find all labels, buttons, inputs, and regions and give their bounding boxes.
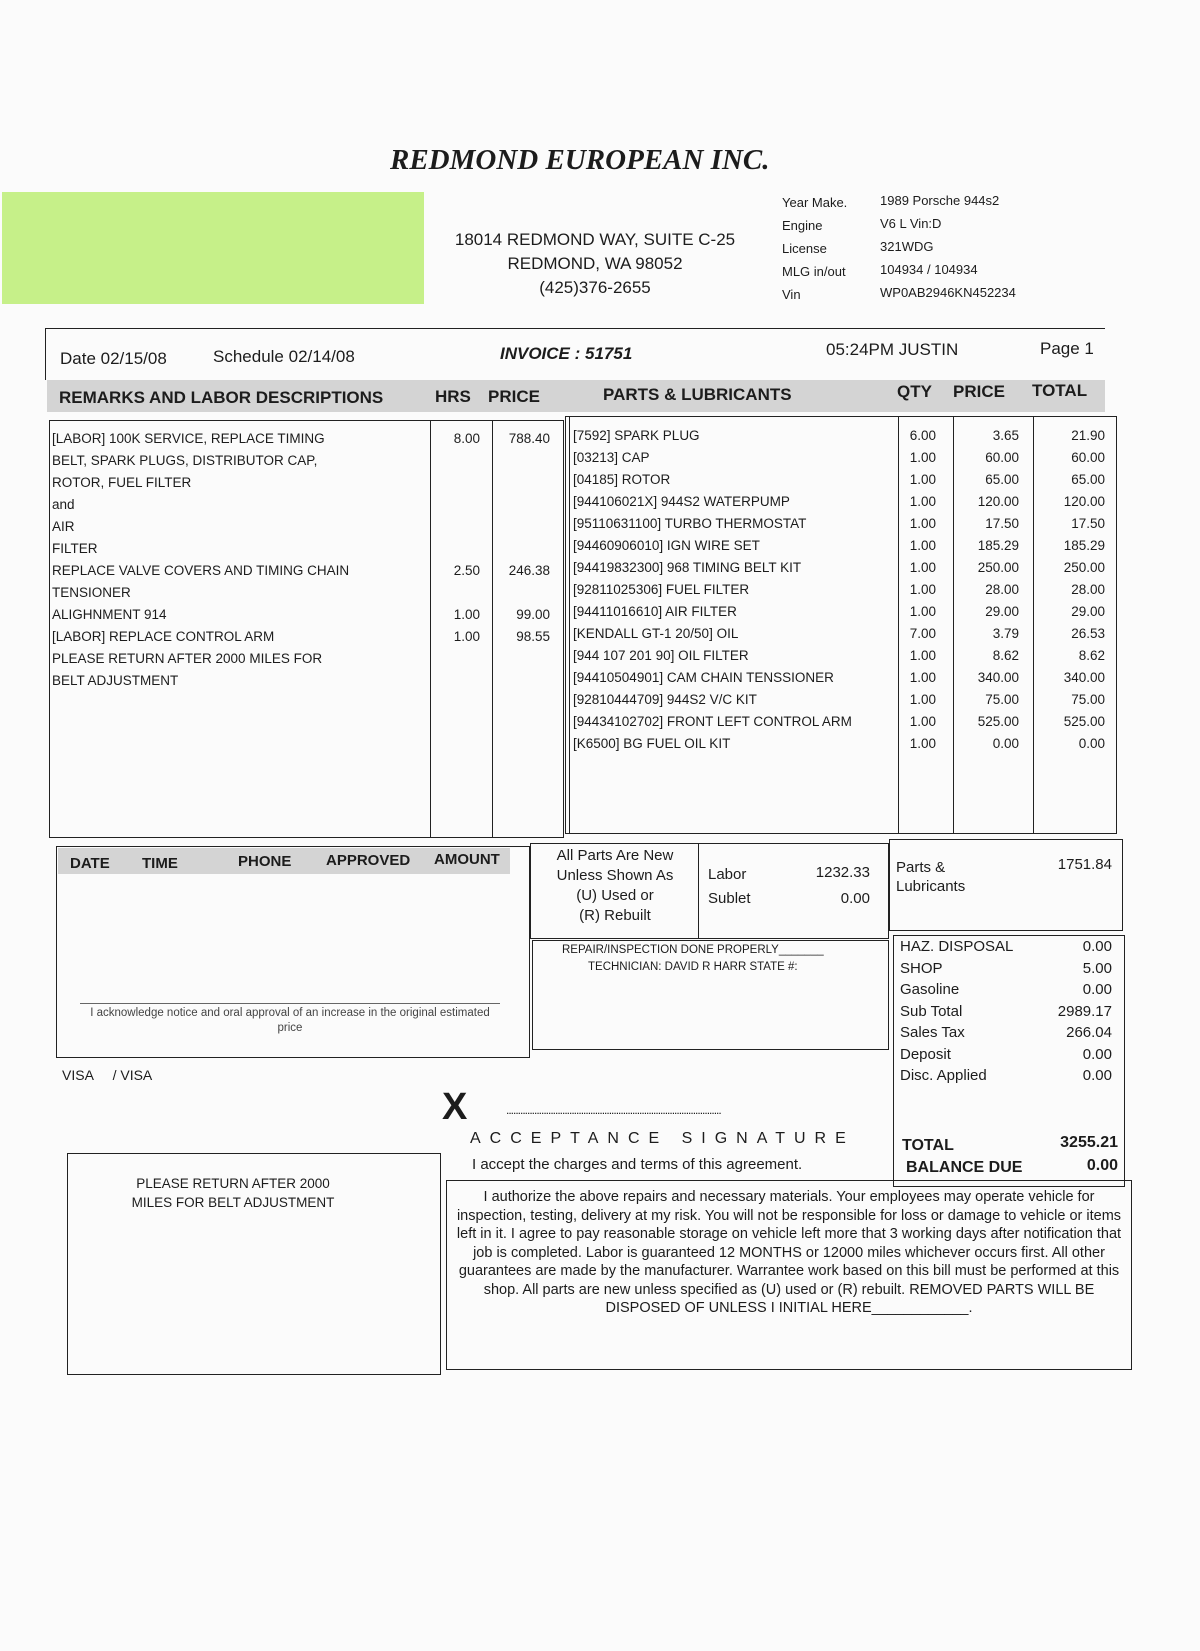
totals-value: 0.00 [1082,938,1112,955]
part-description: [92811025306] FUEL FILTER [573,582,750,597]
parts-note-line: (R) Rebuilt [579,907,651,924]
signature-line[interactable]: ............................................................................................ [506,1103,721,1117]
approval-col: DATE [70,855,110,872]
labor-line: AIR [52,519,75,534]
part-description: [KENDALL GT-1 20/50] OIL [573,626,739,641]
part-qty: 1.00 [909,670,936,685]
part-total: 21.90 [1071,428,1105,443]
divider [1033,416,1034,834]
labor-hrs [432,582,480,604]
part-total: 185.29 [1063,538,1105,553]
parts-note-line: (U) Used or [576,887,654,904]
part-description: [94434102702] FRONT LEFT CONTROL ARM [573,714,852,729]
totals-label: Disc. Applied [900,1067,987,1084]
part-qty: 1.00 [909,516,936,531]
vehicle-value: V6 L Vin:D [880,216,942,231]
part-description: [944106021X] 944S2 WATERPUMP [573,494,790,509]
part-qty: 1.00 [909,450,936,465]
parts-note-line: All Parts Are New [556,847,674,864]
redaction-highlight [2,192,424,304]
part-total: 8.62 [1078,648,1105,663]
approval-col: TIME [142,855,178,872]
divider [898,416,899,834]
totals-value: 0.00 [1082,1067,1112,1084]
col-unit-price: PRICE [953,382,1005,401]
invoice-date: Date 02/15/08 [60,349,167,368]
part-description: [04185] ROTOR [573,472,671,487]
part-qty: 1.00 [909,648,936,663]
part-total: 60.00 [1071,450,1105,465]
labor-hrs [432,538,480,560]
part-total: 250.00 [1063,560,1105,575]
part-total: 26.53 [1071,626,1105,641]
part-price: 185.29 [977,538,1019,553]
part-qty: 7.00 [909,626,936,641]
repair-done: REPAIR/INSPECTION DONE PROPERLY_______ [562,944,824,956]
col-qty: QTY [897,382,932,401]
part-qty: 1.00 [909,560,936,575]
labor-line: [LABOR] 100K SERVICE, REPLACE TIMING [52,431,325,446]
labor-hours [432,428,480,692]
totals-label: Sub Total [900,1002,963,1020]
return-note [118,1174,348,1212]
labor-line: FILTER [52,541,98,556]
time-writer: 05:24PM JUSTIN [826,340,959,359]
col-hrs: HRS [435,387,471,406]
sublet-value: 0.00 [840,890,870,907]
part-total: 525.00 [1063,714,1105,729]
col-price: PRICE [488,387,540,406]
labor-hrs [432,516,480,538]
labor-price [494,450,550,472]
vehicle-label: Vin [782,287,801,302]
address-line: REDMOND, WA 98052 [507,254,683,273]
labor-line: TENSIONER [52,585,131,600]
parts-total-label-line: Lubricants [896,878,966,895]
divider [953,416,954,834]
labor-price: 99.00 [516,607,550,622]
part-price: 525.00 [977,714,1019,729]
repair-box [532,940,889,1050]
page-number: Page 1 [1040,339,1094,358]
part-price: 65.00 [985,472,1019,487]
payment-method: VISA / VISA [62,1067,153,1083]
labor-line: BELT, SPARK PLUGS, DISTRIBUTOR CAP, [52,453,318,468]
part-total: 75.00 [1071,692,1105,707]
approval-notice: I acknowledge notice and oral approval of an increase in the original estimated price [80,1003,500,1036]
company-name: REDMOND EUROPEAN INC. [390,144,770,176]
part-qty: 6.00 [909,428,936,443]
labor-line: REPLACE VALVE COVERS AND TIMING CHAIN [52,563,350,578]
totals-label: Deposit [900,1045,951,1063]
col-total: TOTAL [1032,381,1088,400]
signature-x: X [442,1086,468,1128]
part-qty: 1.00 [909,714,936,729]
parts-total-label [896,858,965,896]
schedule-date: Schedule 02/14/08 [213,347,355,366]
column-header-bar [47,380,1105,412]
labor-price [494,670,550,692]
part-price: 340.00 [977,670,1019,685]
labor-descriptions [52,428,349,692]
labor-hrs [432,648,480,670]
labor-price [494,582,550,604]
part-price: 17.50 [985,516,1019,531]
return-note-line: MILES FOR BELT ADJUSTMENT [131,1195,335,1210]
part-description: [95110631100] TURBO THERMOSTAT [573,516,807,531]
vehicle-label: License [782,241,827,256]
part-total: 17.50 [1071,516,1105,531]
labor-line: ROTOR, FUEL FILTER [52,475,192,490]
vehicle-label: Engine [782,218,823,233]
part-qty: 1.00 [909,582,936,597]
labor-hrs: 1.00 [453,629,480,644]
totals-value: 266.04 [1066,1024,1112,1041]
parts-total-label-line: Parts & [896,859,946,876]
divider [430,420,431,838]
labor-hrs: 1.00 [453,607,480,622]
part-qty: 1.00 [909,604,936,619]
labor-price: 98.55 [516,629,550,644]
part-price: 120.00 [977,494,1019,509]
total-value: 3255.21 [1060,1134,1118,1151]
part-description: [94410504901] CAM CHAIN TENSSIONER [573,670,834,685]
labor-prices [494,428,550,692]
parts-total-value: 1751.84 [1057,856,1112,873]
part-price: 3.65 [992,428,1019,443]
vehicle-values [880,189,1016,304]
divider [569,416,570,834]
col-parts: PARTS & LUBRICANTS [603,385,792,404]
address-phone: (425)376-2655 [539,278,651,297]
approval-col: PHONE [238,853,292,870]
part-price: 0.00 [992,736,1019,751]
labor-total-label: Labor [708,866,747,883]
balance-label: BALANCE DUE [906,1159,1023,1176]
part-price: 60.00 [985,450,1019,465]
labor-hrs [432,472,480,494]
part-total: 120.00 [1063,494,1105,509]
part-description: [7592] SPARK PLUG [573,428,700,443]
part-price: 250.00 [977,560,1019,575]
part-description: [92810444709] 944S2 V/C KIT [573,692,757,707]
labor-line: PLEASE RETURN AFTER 2000 MILES FOR [52,651,323,666]
labor-price: 246.38 [508,563,550,578]
labor-price: 788.40 [508,431,550,446]
vehicle-labels [782,191,847,306]
labor-hrs [432,670,480,692]
col-remarks: REMARKS AND LABOR DESCRIPTIONS [59,388,384,407]
divider [492,420,493,838]
vehicle-value: 1989 Porsche 944s2 [880,193,1000,208]
vehicle-value: WP0AB2946KN452234 [880,285,1016,300]
labor-price [494,516,550,538]
shop-address [435,228,755,300]
part-price: 8.62 [992,648,1019,663]
labor-hrs: 2.50 [453,563,480,578]
part-total: 29.00 [1071,604,1105,619]
divider [698,843,699,939]
labor-line: [LABOR] REPLACE CONTROL ARM [52,629,275,644]
part-price: 3.79 [992,626,1019,641]
labor-hrs [432,450,480,472]
labor-price [494,494,550,516]
labor-line: BELT ADJUSTMENT [52,673,179,688]
part-description: [K6500] BG FUEL OIL KIT [573,736,731,751]
terms-text: I authorize the above repairs and necessary materials. Your employees may operate vehicle for inspection, testing, delivery at my risk. You will not be responsible for loss or damage to vehicle or items left in it. I agree to pay reasonable storage on vehicle left more that 3 working days after notification that job is completed. Labor is guaranteed 12 MONTHS or 12000 miles whichever occurs first. All other guarantees are made by the manufacturer. Warrantee work based on this bill must be performed at this shop. All parts are new unless specified as (U) used or (R) rebuilt. REMOVED PARTS WILL BE DISPOSED OF UNLESS I INITIAL HERE____________. [456,1189,1122,1316]
sublet-label: Sublet [708,890,751,907]
totals-label: SHOP [900,959,943,977]
part-total: 28.00 [1071,582,1105,597]
labor-line: ALIGHNMENT 914 [52,607,167,622]
totals-value: 0.00 [1082,1045,1112,1063]
signature-heading: ACCEPTANCE SIGNATURE [470,1130,855,1147]
part-description: [94460906010] IGN WIRE SET [573,538,760,553]
labor-hrs [432,494,480,516]
approval-col: APPROVED [326,852,411,869]
totals-label: HAZ. DISPOSAL [900,938,1014,955]
part-description: [944 107 201 90] OIL FILTER [573,648,749,663]
parts-note [532,846,698,926]
part-qty: 1.00 [909,472,936,487]
part-price: 29.00 [985,604,1019,619]
labor-price [494,538,550,560]
total-label: TOTAL [902,1137,954,1154]
totals-value: 5.00 [1082,959,1112,977]
part-description: [03213] CAP [573,450,650,465]
vehicle-label: Year Make. [782,195,848,210]
parts-note-line: Unless Shown As [556,867,674,884]
return-note-line: PLEASE RETURN AFTER 2000 [136,1176,330,1191]
labor-line: and [52,497,75,512]
part-qty: 1.00 [909,494,936,509]
part-qty: 1.00 [909,538,936,553]
labor-price [494,472,550,494]
vehicle-label: MLG in/out [782,264,846,279]
part-total: 340.00 [1063,670,1105,685]
totals-label: Gasoline [900,981,960,998]
labor-hrs: 8.00 [453,431,480,446]
part-total: 65.00 [1071,472,1105,487]
technician: TECHNICIAN: DAVID R HARR STATE #: [588,961,798,973]
approval-header [58,848,510,874]
vehicle-value: 321WDG [880,239,934,254]
approval-col: AMOUNT [434,851,500,868]
part-description: [94411016610] AIR FILTER [573,604,737,619]
labor-total-value: 1232.33 [815,864,870,881]
invoice-number: INVOICE : 51751 [500,344,633,363]
vehicle-value: 104934 / 104934 [880,262,978,277]
part-price: 28.00 [985,582,1019,597]
part-description: [94419832300] 968 TIMING BELT KIT [573,560,802,575]
labor-price [494,648,550,670]
part-qty: 1.00 [909,692,936,707]
part-price: 75.00 [985,692,1019,707]
part-qty: 1.00 [909,736,936,751]
totals-value: 0.00 [1082,981,1112,998]
balance-value: 0.00 [1086,1157,1118,1174]
address-line: 18014 REDMOND WAY, SUITE C-25 [454,230,736,249]
totals-label: Sales Tax [900,1024,965,1041]
part-total: 0.00 [1078,736,1105,751]
signature-text: I accept the charges and terms of this agreement. [472,1156,803,1173]
totals-value: 2989.17 [1057,1002,1112,1020]
